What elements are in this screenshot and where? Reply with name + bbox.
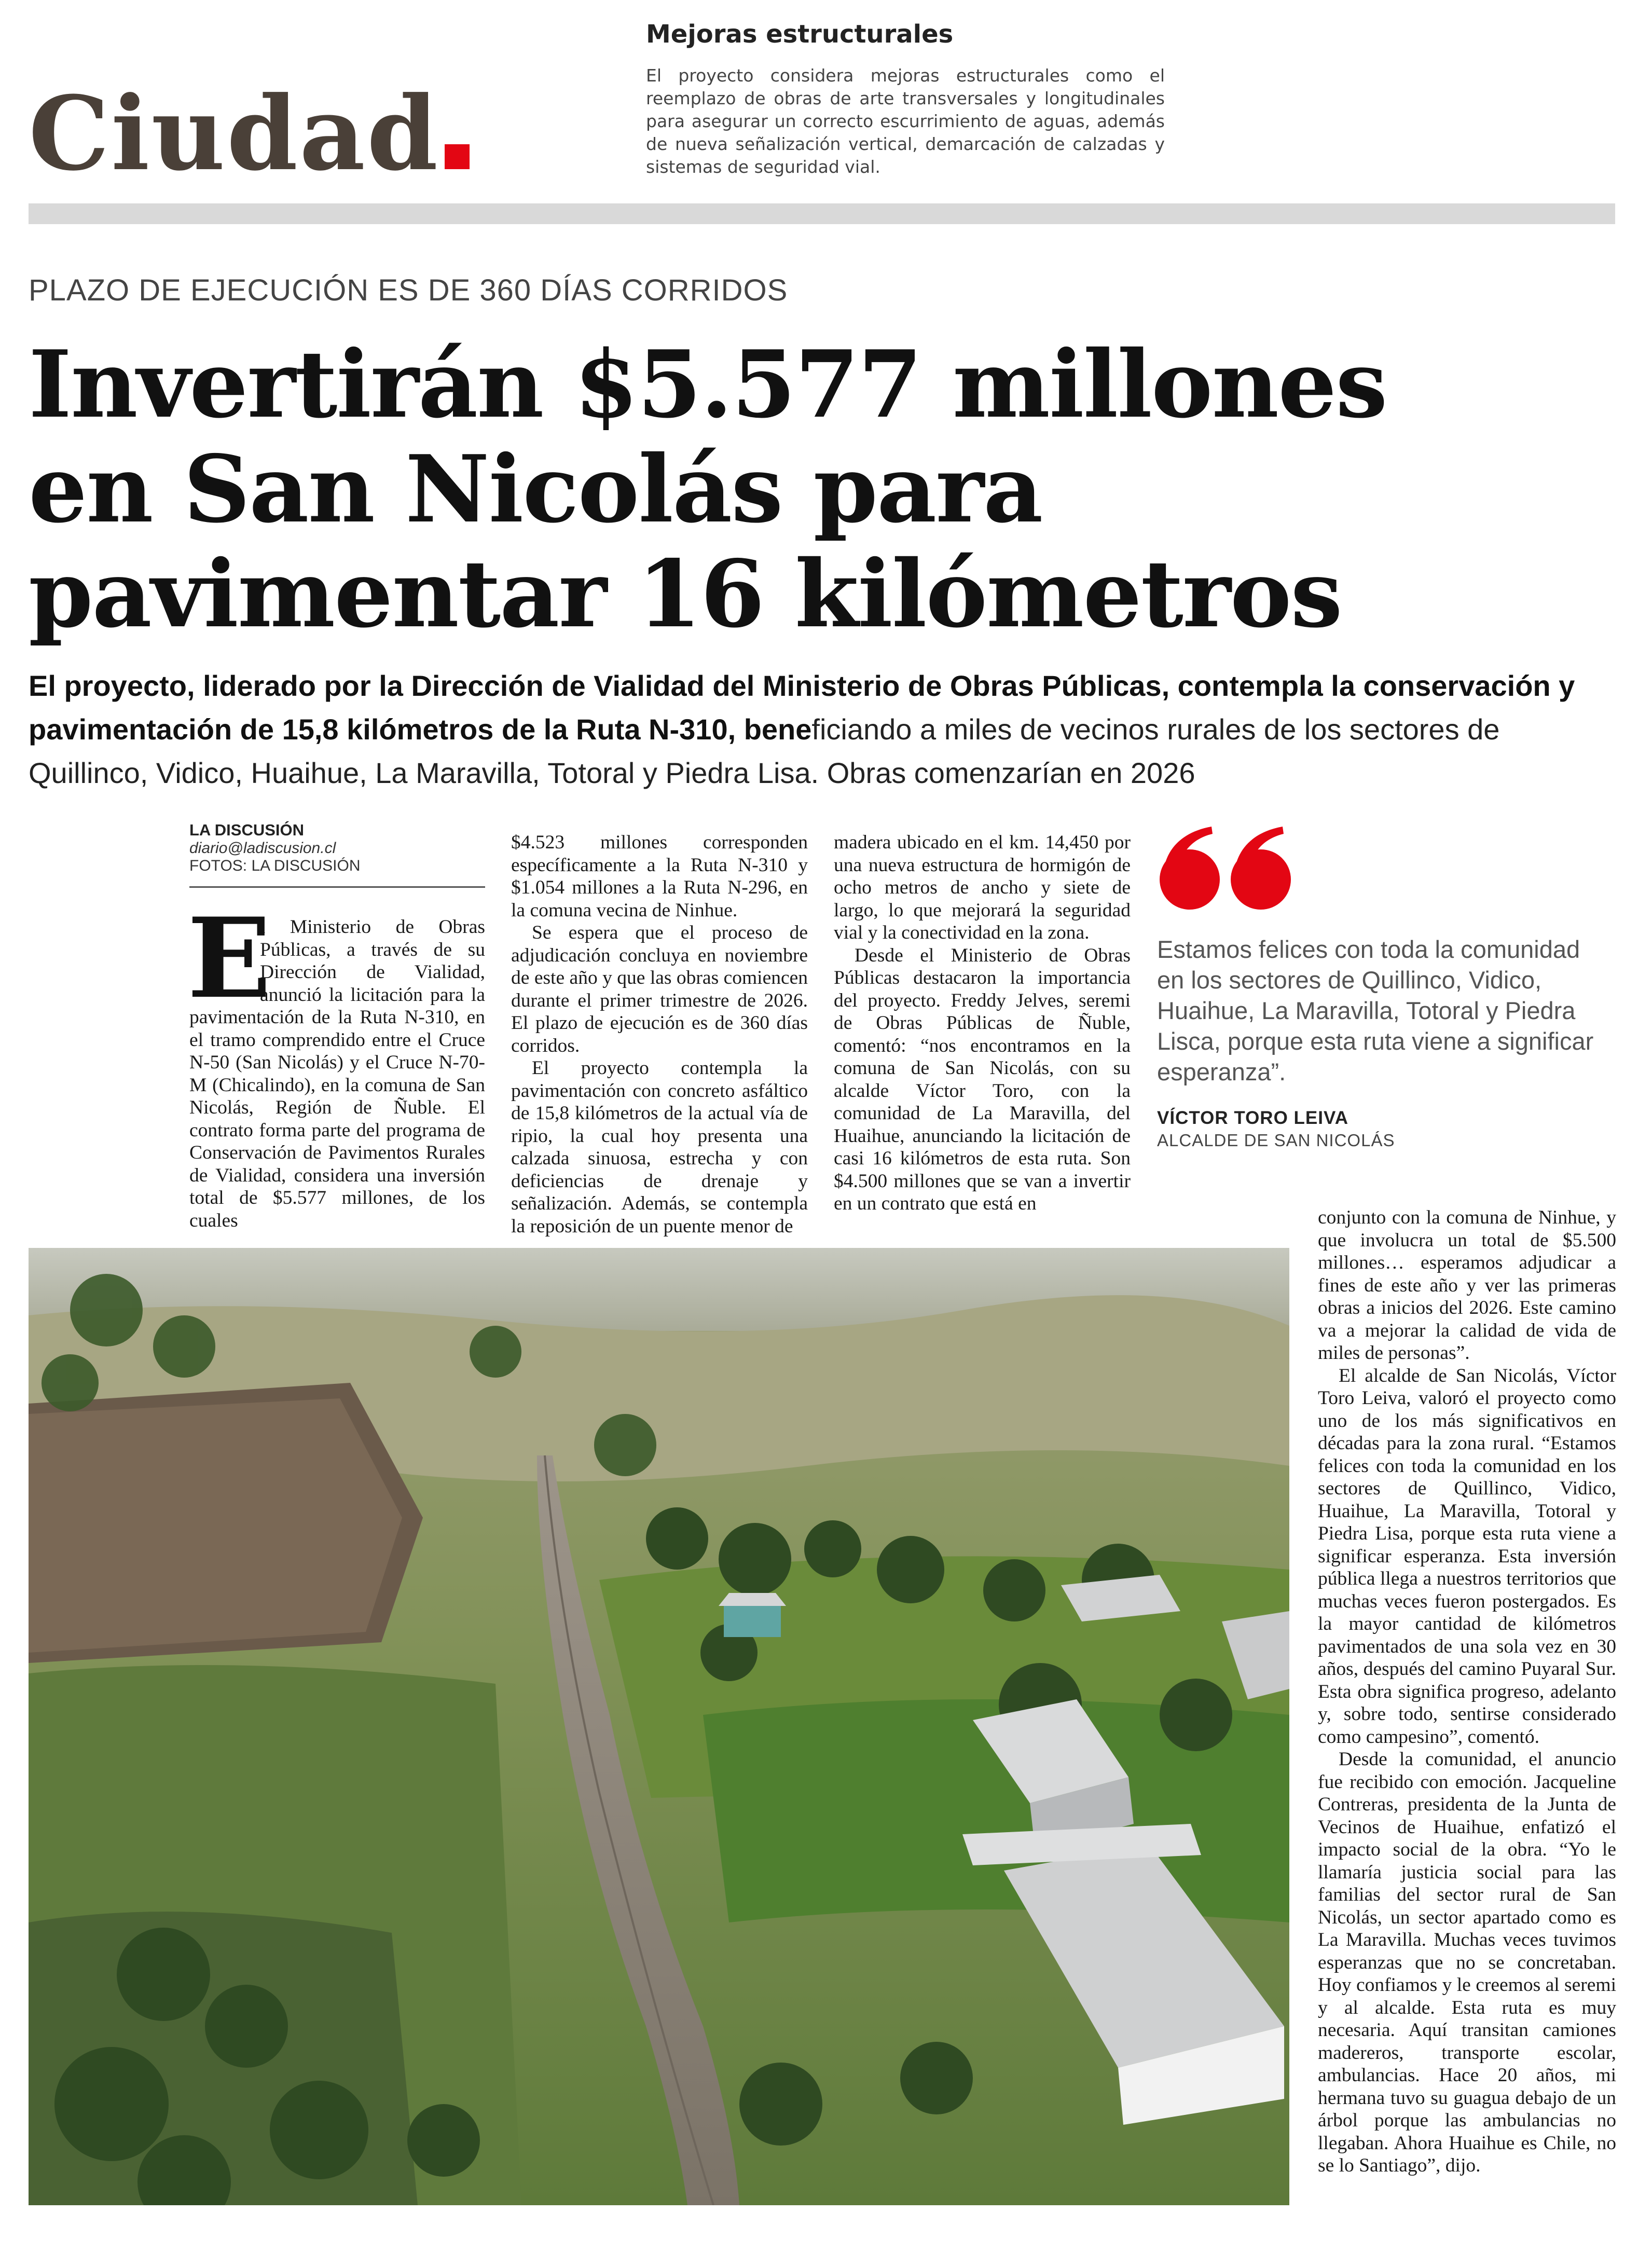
drop-cap: E (187, 894, 271, 1023)
body-paragraph: Se espera que el proceso de adjudicación concluya en noviembre de este año y que las obras comiencen durante el primer trimestre de 2026. El plazo de ejecución es de 360 días corridos. (511, 922, 808, 1056)
byline (189, 821, 485, 888)
sidebar-text: El proyecto considera mejoras estructurales como el reemplazo de obras de arte transversales y longitudinales para asegurar un correcto escurrimiento de aguas, además de nueva señalización vertical, demarcación de calzadas y sistemas de seguridad vial. (646, 65, 1165, 177)
pull-quote-role: ALCALDE DE SAN NICOLÁS (1157, 1131, 1395, 1150)
section-flag (29, 74, 470, 194)
deck-regular: ficiando a miles de vecinos rurales de los sectores de Quillinco, Vidico, Huaihue, La Maravilla, Totoral y Piedra Lisa. Obras comenzarían en 2026 (29, 713, 1500, 789)
body-paragraph: madera ubicado en el km. 14,450 por una nueva estructura de hormigón de ocho metros de ancho y siete de largo, lo que mejorará la seguridad vial y la conectividad en la zona. (834, 832, 1131, 943)
body-paragraph: El alcalde de San Nicolás, Víctor Toro Leiva, valoró el proyecto como uno de los más significativos en décadas para la zona rural. “Estamos felices con toda la comunidad en los sectores de Quillinco, Vidico, Huaihue, La Maravilla, Totoral y Piedra Lisa, porque esta ruta viene a significar esperanza. Esta inversión pública llega a nuestros territorios que muchas veces fueron postergados. Es la mayor cantidad de kilómetros pavimentados de una sola vez en 30 años, después del camino Puyaral Sur. Esta obra significa progreso, adelanto y, sobre todo, sentirse considerado como campesino”, comentó. (1318, 1365, 1616, 1748)
deck (29, 664, 1616, 795)
body-paragraph: l Ministerio de Obras Públicas, a través de su Dirección de Vialidad, anunció la licitación para la pavimentación de la Ruta N-310, en el tramo comprendido entre el Cruce N-50 (San Nicolás) y el Cruce N-70-M (Chicalindo), en la comuna de San Nicolás, Región de Ñuble. El contrato forma parte del programa de Conservación de Pavimentos Rurales de Vialidad, considera una inversión total de $5.577 millones, de los cuales (189, 916, 485, 1231)
section-name: Ciudad (29, 74, 440, 194)
header-divider (29, 203, 1615, 224)
body-paragraph: Desde el Ministerio de Obras Públicas destacaron la importancia del proyecto. Freddy Jelves, seremi de Obras Públicas de Ñuble, comentó: “nos encontramos en la comuna de San Nicolás, con su alcalde Víctor Toro, con la comunidad de La Maravilla, del Huaihue, anunciando la licitación de casi 16 kilómetros de esta ruta. Son $4.500 millones que se van a invertir en un contrato que está en (834, 944, 1131, 1214)
byline-email: diario@ladiscusion.cl (189, 840, 336, 857)
kicker: PLAZO DE EJECUCIÓN ES DE 360 DÍAS CORRIDOS (29, 273, 788, 307)
body-column-4 (1318, 1206, 1616, 2177)
deck-bold: El proyecto, liderado por la Dirección de Vialidad del Ministerio de Obras Públicas, contempla la conservación y pavimentación de 15,8 kilómetros de la Ruta N-310, bene (29, 669, 1575, 746)
pull-quote-author (1157, 1108, 1614, 1150)
body-column-3 (834, 831, 1131, 1215)
quote-mark-icon (1154, 822, 1297, 911)
byline-photos: FOTOS: LA DISCUSIÓN (189, 857, 361, 874)
sidebar-title: Mejoras estructurales (646, 20, 954, 49)
body-column-2 (511, 831, 808, 1238)
aerial-photo-image (29, 1248, 1289, 2205)
pull-quote-text: Estamos felices con toda la comunidad en los sectores de Quillinco, Vidico, Huaihue, La Maravilla, Totoral y Piedra Lisca, porque esta ruta viene a significar esperanza”. (1157, 936, 1594, 1085)
body-paragraph: Desde la comunidad, el anuncio fue recibido con emoción. Jacqueline Contreras, presidenta de la Junta de Vecinos de Huaihue, enfatizó el impacto social de la obra. “Yo le llamaría justicia social para las familias del sector rural de San Nicolás, un sector apartado como es La Maravilla. Muchas veces tuvimos esperanzas que no se concretaban. Hoy confiamos y le creemos al seremi y al alcalde. Esta ruta es muy necesaria. Aquí transitan camiones madereros, transporte escolar, ambulancias. Hace 20 años, mi hermana tuvo su guagua debajo de un árbol porque las ambulancias no llegaban. Ahora Huaihue es Chile, no se lo Santiago”, dijo. (1318, 1749, 1616, 2176)
body-column-1 (187, 894, 485, 1232)
headline: Invertirán $5.577 millones en San Nicolás para pavimentar 16 kilómetros (29, 330, 1387, 648)
body-paragraph: $4.523 millones corresponden específicamente a la Ruta N-310 y $1.054 millones a la Ruta N-296, en la comuna vecina de Ninhue. (511, 832, 808, 921)
pull-quote-name: VÍCTOR TORO LEIVA (1157, 1108, 1348, 1128)
body-paragraph: conjunto con la comuna de Ninhue, y que involucra un total de $5.500 millones… esperamos adjudicar a fines de este año y ver las primeras obras a inicios del 2026. Este camino va a mejorar la calidad de vida de miles de personas”. (1318, 1207, 1616, 1364)
sidebar-box (646, 20, 1165, 178)
byline-name: LA DISCUSIÓN (189, 821, 305, 839)
aerial-photo (29, 1248, 1289, 2205)
body-paragraph: El proyecto contempla la pavimentación con concreto asfáltico de 15,8 kilómetros de la actual vía de ripio, la cual hoy presenta una calzada sinuosa, estrecha y con deficiencias de drenaje y señalización. Además, se contempla la reposición de un puente menor de (511, 1057, 808, 1237)
section-dot (445, 144, 470, 169)
